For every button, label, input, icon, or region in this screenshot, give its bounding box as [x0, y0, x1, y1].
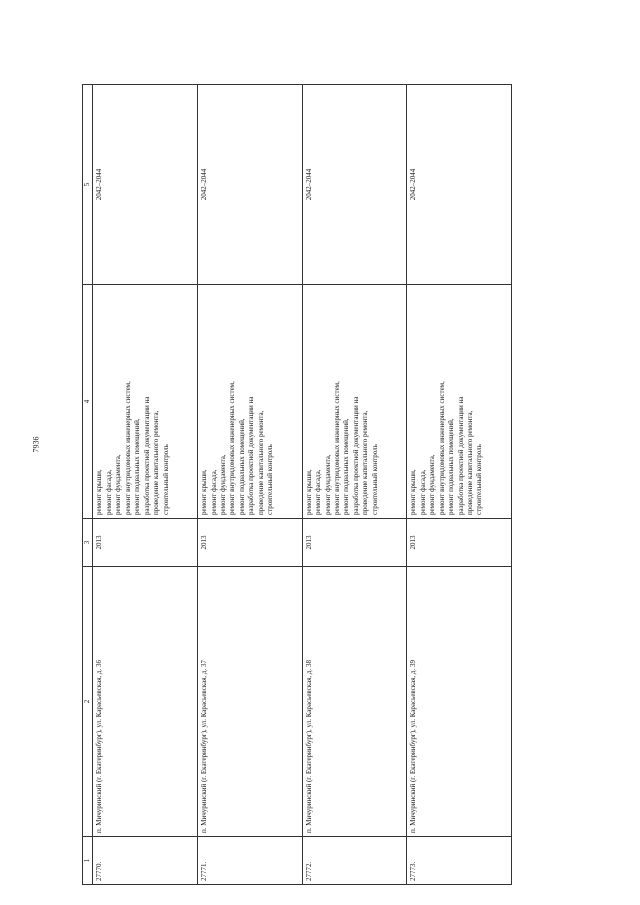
row-number: 27772. — [302, 837, 407, 885]
page-number: 7936 — [31, 436, 41, 453]
work-item: ремонт фундамента, — [114, 454, 123, 515]
row-period: 2042–2044 — [198, 85, 303, 285]
table-row — [93, 85, 198, 885]
work-item: ремонт внутридомовых инженерных систем, — [333, 381, 342, 515]
table-body — [93, 85, 512, 885]
header-col-4: 4 — [83, 285, 93, 519]
row-works — [93, 285, 198, 519]
row-address: п. Мичуринский (г. Екатеринбург), ул. Карасьевская, д. 39 — [407, 567, 512, 837]
work-item: проведение капитального ремонта, — [465, 410, 474, 515]
work-item: ремонт подвальных помещений, — [237, 418, 246, 515]
work-item: проведение капитального ремонта, — [256, 410, 265, 515]
row-year: 2013 — [198, 519, 303, 567]
row-year: 2013 — [407, 519, 512, 567]
table-row — [302, 85, 407, 885]
row-number: 27770. — [93, 837, 198, 885]
row-period: 2042–2044 — [93, 85, 198, 285]
row-number: 27773. — [407, 837, 512, 885]
row-works — [198, 285, 303, 519]
work-item: ремонт фасада, — [104, 469, 113, 515]
work-item: ремонт фундамента, — [218, 454, 227, 515]
header-row — [83, 85, 93, 885]
work-item: ремонт крыши, — [95, 469, 104, 515]
work-item: ремонт крыши, — [409, 469, 418, 515]
header-col-3: 3 — [83, 519, 93, 567]
work-item: ремонт крыши, — [200, 469, 209, 515]
row-address: п. Мичуринский (г. Екатеринбург), ул. Карасьевская, д. 38 — [302, 567, 407, 837]
work-item: разработка проектной документации на — [351, 396, 360, 515]
work-item: ремонт фасада, — [314, 469, 323, 515]
work-item: ремонт фасада, — [418, 469, 427, 515]
header-col-5: 5 — [83, 85, 93, 285]
work-item: разработка проектной документации на — [142, 396, 151, 515]
register-table-container — [82, 85, 512, 885]
header-col-2: 2 — [83, 567, 93, 837]
work-item: ремонт подвальных помещений, — [447, 418, 456, 515]
work-item: строительный контроль — [475, 444, 484, 515]
work-item: проведение капитального ремонта, — [152, 410, 161, 515]
work-item: ремонт подвальных помещений, — [342, 418, 351, 515]
work-item: ремонт внутридомовых инженерных систем, — [228, 381, 237, 515]
work-item: ремонт внутридомовых инженерных систем, — [437, 381, 446, 515]
work-item: разработка проектной документации на — [456, 396, 465, 515]
row-period: 2042–2044 — [302, 85, 407, 285]
work-item: проведение капитального ремонта, — [361, 410, 370, 515]
table-row — [198, 85, 303, 885]
register-table — [82, 84, 512, 885]
row-works — [302, 285, 407, 519]
work-item: строительный контроль — [161, 444, 170, 515]
work-item: разработка проектной документации на — [247, 396, 256, 515]
row-period: 2042–2044 — [407, 85, 512, 285]
work-item: ремонт подвальных помещений, — [133, 418, 142, 515]
work-item: строительный контроль — [370, 444, 379, 515]
header-col-1: 1 — [83, 837, 93, 885]
table-row — [407, 85, 512, 885]
row-year: 2013 — [93, 519, 198, 567]
work-item: ремонт фундамента, — [428, 454, 437, 515]
work-item: ремонт фасада, — [209, 469, 218, 515]
work-item: ремонт крыши, — [304, 469, 313, 515]
row-address: п. Мичуринский (г. Екатеринбург), ул. Карасьевская, д. 36 — [93, 567, 198, 837]
row-number: 27771. — [198, 837, 303, 885]
row-works — [407, 285, 512, 519]
work-item: ремонт внутридомовых инженерных систем, — [123, 381, 132, 515]
row-year: 2013 — [302, 519, 407, 567]
work-item: строительный контроль — [266, 444, 275, 515]
work-item: ремонт фундамента, — [323, 454, 332, 515]
row-address: п. Мичуринский (г. Екатеринбург), ул. Карасьевская, д. 37 — [198, 567, 303, 837]
